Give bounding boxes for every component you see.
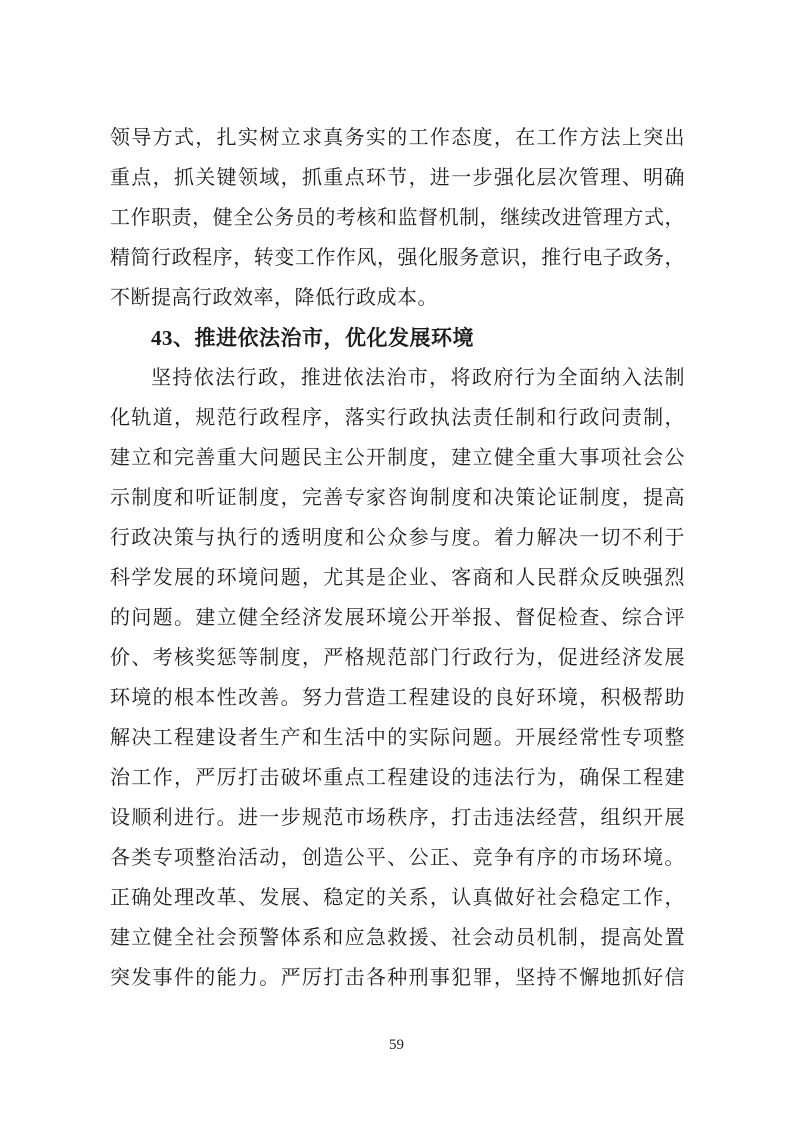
text-line: 价、考核奖惩等制度，严格规范部门行政行为，促进经济发展 xyxy=(110,647,685,669)
text-line: 的问题。建立健全经济发展环境公开举报、督促检查、综合评 xyxy=(110,607,685,629)
text-line: 工作职责，健全公务员的考核和监督机制，继续改进管理方式， xyxy=(110,207,685,229)
text-line: 重点，抓关键领域，抓重点环节，进一步强化层次管理、明确 xyxy=(110,167,685,189)
text-line: 不断提高行政效率，降低行政成本。 xyxy=(110,287,438,309)
text-block xyxy=(110,118,685,998)
text-line: 精简行政程序，转变工作作风，强化服务意识，推行电子政务， xyxy=(110,247,685,269)
text-line: 治工作，严厉打击破坏重点工程建设的违法行为，确保工程建 xyxy=(110,767,685,789)
text-line: 示制度和听证制度，完善专家咨询制度和决策论证制度，提高 xyxy=(110,487,685,509)
text-line: 行政决策与执行的透明度和公众参与度。着力解决一切不利于 xyxy=(110,527,685,549)
text-line: 领导方式，扎实树立求真务实的工作态度，在工作方法上突出 xyxy=(110,127,685,149)
paragraph-continuation xyxy=(110,118,685,318)
page-number: 59 xyxy=(389,1037,404,1053)
text-line: 突发事件的能力。严厉打击各种刑事犯罪，坚持不懈地抓好信 xyxy=(110,967,685,989)
text-line: 各类专项整治活动，创造公平、公正、竞争有序的市场环境。 xyxy=(110,847,685,869)
text-line: 环境的根本性改善。努力营造工程建设的良好环境，积极帮助 xyxy=(110,687,685,709)
paragraph-body xyxy=(110,358,685,998)
text-line: 设顺利进行。进一步规范市场秩序，打击违法经营，组织开展 xyxy=(110,807,685,829)
text-line: 解决工程建设者生产和生活中的实际问题。开展经常性专项整 xyxy=(110,727,685,749)
text-line: 建立健全社会预警体系和应急救援、社会动员机制，提高处置 xyxy=(110,927,685,949)
text-line: 坚持依法行政，推进依法治市，将政府行为全面纳入法制 xyxy=(151,367,685,389)
text-line: 建立和完善重大问题民主公开制度，建立健全重大事项社会公 xyxy=(110,447,685,469)
text-line: 化轨道，规范行政程序，落实行政执法责任制和行政问责制， xyxy=(110,407,685,429)
text-line: 科学发展的环境问题，尤其是企业、客商和人民群众反映强烈 xyxy=(110,567,685,589)
section-heading: 43、推进依法治市，优化发展环境 xyxy=(151,326,474,350)
text-line: 正确处理改革、发展、稳定的关系，认真做好社会稳定工作， xyxy=(110,887,685,909)
